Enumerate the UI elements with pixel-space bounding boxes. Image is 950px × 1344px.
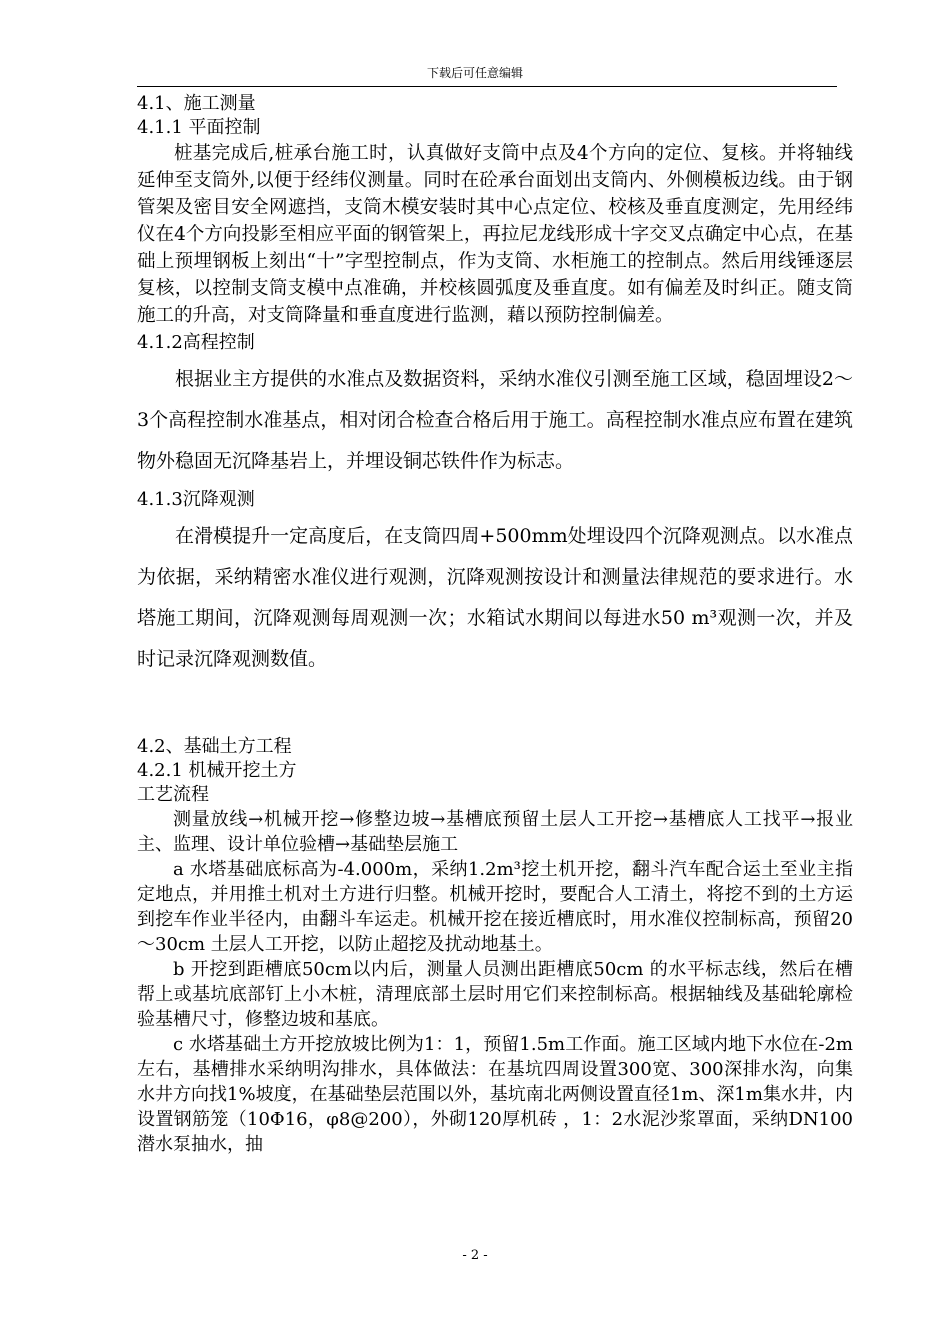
section-gap <box>137 680 853 735</box>
item-c-paragraph: c 水塔基础土方开挖放坡比例为1：1，预留1.5m工作面。施工区域内地下水位在-2m左右，基槽排水采纳明沟排水，具体做法：在基坑四周设置300宽、300深排水沟，向集水井方向找1%坡度，在基础垫层范围以外，基坑南北两侧设置直径1m、深1m集水井，内设置钢筋笼（10Φ16，φ8@200），外砌120厚机砖 ，1：2水泥沙浆罩面，采纳DN100潜水泵抽水，抽 <box>137 1034 853 1155</box>
section-4-1-2-title: 4.1.2高程控制 <box>137 332 255 353</box>
section-4-1-3-title: 4.1.3沉降观测 <box>137 489 255 510</box>
section-4-2-title: 4.2、基础土方工程 <box>137 736 292 757</box>
process-flow-subtitle: 工艺流程 <box>137 784 209 805</box>
section-4-1-1-title: 4.1.1 平面控制 <box>137 117 261 138</box>
header-divider <box>137 86 837 87</box>
section-4-1-title: 4.1、施工测量 <box>137 93 256 114</box>
section-4-1-1-paragraph: 桩基完成后,桩承台施工时，认真做好支筒中点及4个方向的定位、复核。并将轴线延伸至支筒外,以便于经纬仪测量。同时在砼承台面划出支筒内、外侧模板边线。由于钢管架及密目安全网遮挡，支筒木模安装时其中心点定位、校核及垂直度测定，先用经纬仪在4个方向投影至相应平面的钢管架上，再拉尼龙线形成十字交叉点确定中心点，在基础上预埋钢板上刻出“十”字型控制点，作为支筒、水柜施工的控制点。然后用线锤逐层复核，以控制支筒支模中点准确，并校核圆弧度及垂直度。如有偏差及时纠正。随支筒施工的升高，对支筒降量和垂直度进行监测，藉以预防控制偏差。 <box>137 143 853 326</box>
page-header: 下载后可任意编辑 <box>426 66 523 80</box>
section-4-2-1-title: 4.2.1 机械开挖土方 <box>137 760 297 781</box>
section-4-1-2-paragraph: 根据业主方提供的水准点及数据资料，采纳水准仪引测至施工区域，稳固埋设2～3个高程控制水准基点，相对闭合检查合格后用于施工。高程控制水准点应布置在建筑物外稳固无沉降基岩上，并埋设铜芯铁件作为标志。 <box>137 368 853 472</box>
item-a-paragraph: a 水塔基础底标高为-4.000m，采纳1.2m³挖土机开挖，翻斗汽车配合运土至业主指定地点，并用推土机对土方进行归整。机械开挖时，要配合人工清土，将挖不到的土方运到挖车作业半径内，由翻斗车运走。机械开挖在接近槽底时，用水准仪控制标高，预留20～30cm 土层人工开挖，以防止超挖及扰动地基土。 <box>137 859 853 955</box>
document-body <box>137 92 853 1157</box>
section-4-1-3-paragraph: 在滑模提升一定高度后，在支筒四周+500mm处埋设四个沉降观测点。以水准点为依据，采纳精密水准仪进行观测，沉降观测按设计和测量法律规范的要求进行。水塔施工期间，沉降观测每周观测一次；水箱试水期间以每进水50 m³观测一次，并及时记录沉降观测数值。 <box>137 525 853 670</box>
process-flow-paragraph: 测量放线→机械开挖→修整边坡→基槽底预留土层人工开挖→基槽底人工找平→报业主、监理、设计单位验槽→基础垫层施工 <box>137 809 853 855</box>
item-b-paragraph: b 开挖到距槽底50cm以内后，测量人员测出距槽底50cm 的水平标志线，然后在槽帮上或基坑底部钉上小木桩，清理底部土层时用它们来控制标高。根据轴线及基础轮廓检验基槽尺寸，修整边坡和基底。 <box>137 959 853 1030</box>
page-number: - 2 - <box>462 1248 488 1263</box>
